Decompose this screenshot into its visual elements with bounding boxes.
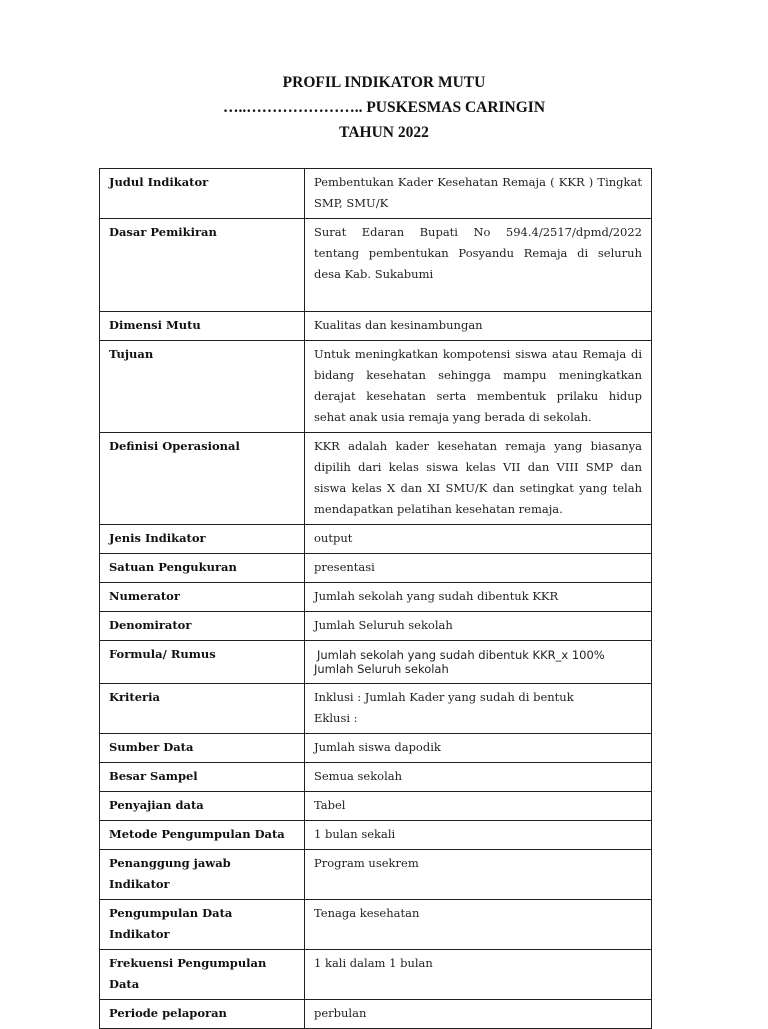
indicator-profile-table <box>99 168 652 1029</box>
criteria-cell <box>305 684 652 734</box>
row-value: Untuk meningkatkan kompotensi siswa atau Remaja di bidang kesehatan sehingga mampu meningkatkan derajat kesehatan serta membentuk prilaku hidup sehat anak usia remaja yang berada di sekolah. <box>305 341 652 433</box>
table-row <box>100 583 652 612</box>
row-label: Periode pelaporan <box>100 1000 305 1029</box>
table-row <box>100 641 652 684</box>
table-row <box>100 169 652 219</box>
table-row <box>100 312 652 341</box>
criteria-inclusion: Inklusi : Jumlah Kader yang sudah di bentuk <box>314 690 574 704</box>
row-value: 1 kali dalam 1 bulan <box>305 950 652 1000</box>
table-row <box>100 900 652 950</box>
document-title: PROFIL INDIKATOR MUTU <box>282 74 486 91</box>
table-row <box>100 684 652 734</box>
row-label-line: Indikator <box>109 927 170 941</box>
row-label: Numerator <box>100 583 305 612</box>
row-value: Pembentukan Kader Kesehatan Remaja ( KKR ) Tingkat SMP, SMU/K <box>305 169 652 219</box>
row-value: Tabel <box>305 792 652 821</box>
table-row <box>100 792 652 821</box>
row-label <box>100 850 305 900</box>
document-subtitle: …..………………….. PUSKESMAS CARINGIN <box>222 99 546 116</box>
row-label: Jenis Indikator <box>100 525 305 554</box>
row-value: Kualitas dan kesinambungan <box>305 312 652 341</box>
row-value: Jumlah sekolah yang sudah dibentuk KKR <box>305 583 652 612</box>
document-header <box>0 70 768 145</box>
row-label: Formula/ Rumus <box>100 641 305 684</box>
formula-numerator: Jumlah sekolah yang sudah dibentuk KKR_x 100% <box>317 648 605 662</box>
row-value: presentasi <box>305 554 652 583</box>
row-value: Tenaga kesehatan <box>305 900 652 950</box>
row-value: 1 bulan sekali <box>305 821 652 850</box>
row-label-line: Frekuensi Pengumpulan <box>109 956 267 970</box>
row-label-line: Penanggung jawab <box>109 856 231 870</box>
row-label: Definisi Operasional <box>100 433 305 525</box>
row-label: Metode Pengumpulan Data <box>100 821 305 850</box>
row-label: Tujuan <box>100 341 305 433</box>
table-row <box>100 763 652 792</box>
row-value: Program usekrem <box>305 850 652 900</box>
table-row <box>100 554 652 583</box>
table-row <box>100 850 652 900</box>
document-year: TAHUN 2022 <box>339 124 429 141</box>
row-label-line: Pengumpulan Data <box>109 906 233 920</box>
row-value: Jumlah siswa dapodik <box>305 734 652 763</box>
row-value: Surat Edaran Bupati No 594.4/2517/dpmd/2022 tentang pembentukan Posyandu Remaja di seluruh desa Kab. Sukabumi <box>305 219 652 312</box>
row-value: KKR adalah kader kesehatan remaja yang biasanya dipilih dari kelas siswa kelas VII dan VIII SMP dan siswa kelas X dan XI SMU/K dan setingkat yang telah mendapatkan pelatihan kesehatan remaja. <box>305 433 652 525</box>
row-label: Satuan Pengukuran <box>100 554 305 583</box>
row-label-line: Data <box>109 977 140 991</box>
row-value: Semua sekolah <box>305 763 652 792</box>
row-label: Denomirator <box>100 612 305 641</box>
criteria-exclusion: Eklusi : <box>314 711 358 725</box>
formula-denominator: Jumlah Seluruh sekolah <box>314 662 449 676</box>
formula-cell <box>305 641 652 684</box>
table-row <box>100 612 652 641</box>
row-label: Penyajian data <box>100 792 305 821</box>
row-label: Dasar Pemikiran <box>100 219 305 312</box>
row-value: output <box>305 525 652 554</box>
table-row <box>100 219 652 312</box>
table-row <box>100 950 652 1000</box>
table-row <box>100 821 652 850</box>
table-row <box>100 341 652 433</box>
table-row <box>100 525 652 554</box>
table-row <box>100 433 652 525</box>
table-row <box>100 1000 652 1029</box>
row-label: Besar Sampel <box>100 763 305 792</box>
row-label <box>100 900 305 950</box>
row-label-line: Indikator <box>109 877 170 891</box>
row-label <box>100 950 305 1000</box>
row-value: Jumlah Seluruh sekolah <box>305 612 652 641</box>
row-label: Judul Indikator <box>100 169 305 219</box>
row-label: Kriteria <box>100 684 305 734</box>
row-label: Dimensi Mutu <box>100 312 305 341</box>
row-label: Sumber Data <box>100 734 305 763</box>
table-row <box>100 734 652 763</box>
row-value: perbulan <box>305 1000 652 1029</box>
